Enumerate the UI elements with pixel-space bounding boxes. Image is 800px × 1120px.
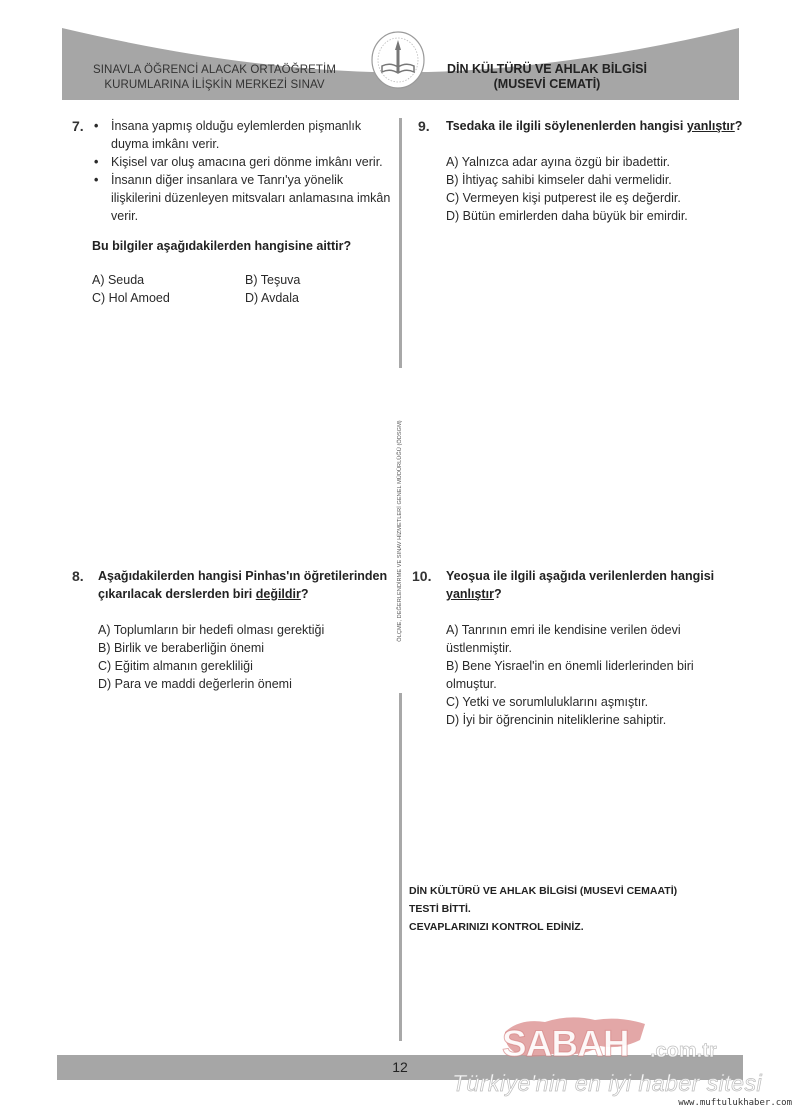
exam-header bbox=[62, 28, 739, 100]
question-8 bbox=[72, 567, 402, 693]
option-a[interactable]: A) Tanrının emri ile kendisine verilen ödevi üstlenmiştir. bbox=[446, 623, 681, 655]
answer-options bbox=[92, 271, 392, 307]
stem-text: Tsedaka ile ilgili söylenenlerden hangisi bbox=[446, 119, 687, 133]
sabah-domain-watermark: .com.tr bbox=[650, 1040, 717, 1062]
question-9 bbox=[418, 117, 748, 225]
question-stem bbox=[446, 567, 746, 603]
question-number: 8. bbox=[72, 568, 84, 584]
question-10 bbox=[412, 567, 752, 729]
side-text-label: ÖLÇME, DEĞERLENDİRME VE SINAV HİZMETLERİ GENEL MÜDÜRLÜĞÜ (ÖDSGM) bbox=[397, 420, 403, 642]
option-a[interactable]: A) Toplumların bir hedefi olması gerektiği bbox=[98, 623, 325, 637]
subject-title bbox=[422, 62, 672, 92]
stem-end: ? bbox=[493, 587, 502, 601]
option-a[interactable]: A) Yalnızca adar ayına özgü bir ibadettir. bbox=[446, 155, 670, 169]
stem-end: ? bbox=[734, 119, 743, 133]
stem-emphasis: değildir bbox=[255, 587, 301, 601]
info-bullets bbox=[92, 117, 392, 225]
stem-emphasis: yanlıştır bbox=[686, 119, 735, 133]
end-note-line2: TESTİ BİTTİ. bbox=[409, 903, 471, 915]
answer-options bbox=[446, 153, 746, 225]
question-number: 7. bbox=[72, 118, 84, 134]
end-note-line3: CEVAPLARINIZI KONTROL EDİNİZ. bbox=[409, 921, 584, 933]
info-bullet: • İnsana yapmış olduğu eylemlerden pişmanlık duyma imkânı verir. bbox=[92, 117, 392, 153]
tagline-watermark: Türkiye'nin en iyi haber sitesi bbox=[452, 1070, 763, 1096]
page-number: 12 bbox=[392, 1059, 408, 1075]
option-b[interactable]: B) İhtiyaç sahibi kimseler dahi vermelidir. bbox=[446, 173, 672, 187]
subject-title-line1: DİN KÜLTÜRÜ VE AHLAK BİLGİSİ bbox=[447, 62, 647, 76]
answer-options bbox=[446, 621, 746, 729]
option-b[interactable]: B) Teşuva bbox=[245, 273, 301, 287]
option-c[interactable]: C) Yetki ve sorumluluklarını aşmıştır. bbox=[446, 695, 649, 709]
end-note-line1: DİN KÜLTÜRÜ VE AHLAK BİLGİSİ (MUSEVİ CEMAATİ) bbox=[409, 885, 678, 897]
question-stem bbox=[446, 117, 746, 135]
sabah-watermark: SABAH bbox=[502, 1023, 629, 1064]
option-c[interactable]: C) Hol Amoed bbox=[92, 291, 170, 305]
stem-text: Aşağıdakilerden hangisi Pinhas'ın öğretilerinden çıkarılacak derslerden biri bbox=[98, 569, 388, 601]
test-end-note bbox=[409, 882, 749, 936]
meb-emblem-icon bbox=[370, 30, 426, 90]
stem-end: ? bbox=[300, 587, 309, 601]
info-bullet: • Kişisel var oluş amacına geri dönme imkânı verir. bbox=[92, 153, 392, 171]
question-stem: Bu bilgiler aşağıdakilerden hangisine aittir? bbox=[92, 239, 352, 253]
stem-text: Yeoşua ile ilgili aşağıda verilenlerden hangisi bbox=[446, 569, 715, 583]
stem-emphasis: yanlıştır bbox=[446, 587, 494, 601]
exam-title-line2: KURUMLARINA İLİŞKİN MERKEZİ SINAV bbox=[104, 79, 325, 91]
option-b[interactable]: B) Birlik ve beraberliğin önemi bbox=[98, 641, 265, 655]
option-d[interactable]: D) İyi bir öğrencinin niteliklerine sahiptir. bbox=[446, 713, 667, 727]
option-c[interactable]: C) Vermeyen kişi putperest ile eş değerdir. bbox=[446, 191, 681, 205]
question-number: 10. bbox=[412, 568, 432, 584]
question-number: 9. bbox=[418, 118, 430, 134]
column-divider-bottom bbox=[399, 693, 402, 1041]
question-stem bbox=[98, 567, 398, 603]
option-a[interactable]: A) Seuda bbox=[92, 273, 145, 287]
question-7 bbox=[72, 117, 402, 307]
option-d[interactable]: D) Avdala bbox=[245, 291, 299, 305]
answer-options bbox=[98, 621, 398, 693]
site-watermark: www.muftulukhaber.com bbox=[678, 1098, 792, 1108]
option-b[interactable]: B) Bene Yisrael'in en önemli liderlerinden biri olmuştur. bbox=[446, 659, 694, 691]
option-c[interactable]: C) Eğitim almanın gerekliliği bbox=[98, 659, 253, 673]
option-d[interactable]: D) Bütün emirlerden daha büyük bir emirdir. bbox=[446, 209, 688, 223]
option-d[interactable]: D) Para ve maddi değerlerin önemi bbox=[98, 677, 292, 691]
subject-title-line2: (MUSEVİ CEMATİ) bbox=[493, 77, 601, 91]
info-bullet: • İnsanın diğer insanlara ve Tanrı'ya yönelik ilişkilerini düzenleyen mitsvaları anlamasına imkân verir. bbox=[92, 171, 392, 225]
exam-title bbox=[62, 63, 367, 93]
exam-title-line1: SINAVLA ÖĞRENCİ ALACAK ORTAÖĞRETİM bbox=[92, 64, 337, 76]
